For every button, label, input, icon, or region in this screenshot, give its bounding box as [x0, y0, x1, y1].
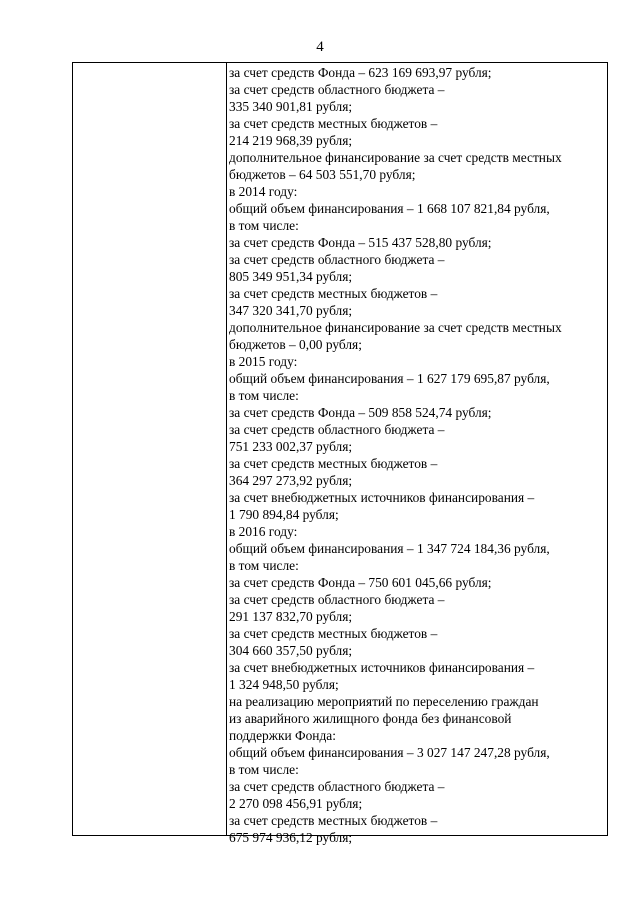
- text-line: в 2014 году:: [229, 184, 298, 199]
- text-line: общий объем финансирования – 3 027 147 247,28 рубля,: [229, 745, 550, 760]
- page-number: 4: [316, 39, 324, 55]
- table-right-cell: [227, 63, 607, 845]
- text-line: бюджетов – 64 503 551,70 рубля;: [229, 167, 416, 182]
- text-line: общий объем финансирования – 1 668 107 821,84 рубля,: [229, 201, 550, 216]
- text-line: 751 233 002,37 рубля;: [229, 439, 353, 454]
- text-line: в том числе:: [229, 762, 299, 777]
- table-left-cell: [73, 63, 227, 835]
- text-line: 335 340 901,81 рубля;: [229, 99, 353, 114]
- text-line: в том числе:: [229, 218, 299, 233]
- text-line: за счет средств местных бюджетов –: [229, 626, 438, 641]
- text-line: за счет средств областного бюджета –: [229, 592, 445, 607]
- text-line: 675 974 936,12 рубля;: [229, 830, 353, 845]
- text-line: 2 270 098 456,91 рубля;: [229, 796, 363, 811]
- text-line: за счет средств областного бюджета –: [229, 252, 445, 267]
- text-line: за счет внебюджетных источников финансирования –: [229, 660, 535, 675]
- text-line: за счет средств областного бюджета –: [229, 779, 445, 794]
- text-line: за счет средств Фонда – 750 601 045,66 рубля;: [229, 575, 492, 590]
- text-line: за счет средств Фонда – 515 437 528,80 рубля;: [229, 235, 492, 250]
- document-table: [72, 62, 608, 845]
- text-line: из аварийного жилищного фонда без финансовой: [229, 711, 512, 726]
- text-line: 364 297 273,92 рубля;: [229, 473, 353, 488]
- text-line: за счет средств областного бюджета –: [229, 82, 445, 97]
- text-line: за счет средств Фонда – 623 169 693,97 рубля;: [229, 65, 492, 80]
- text-line: в том числе:: [229, 388, 299, 403]
- text-line: поддержки Фонда:: [229, 728, 336, 743]
- text-line: за счет внебюджетных источников финансирования –: [229, 490, 535, 505]
- text-line: 214 219 968,39 рубля;: [229, 133, 353, 148]
- text-line: 1 790 894,84 рубля;: [229, 507, 339, 522]
- text-line: на реализацию мероприятий по переселению граждан: [229, 694, 539, 709]
- text-line: за счет средств Фонда – 509 858 524,74 рубля;: [229, 405, 492, 420]
- text-line: дополнительное финансирование за счет средств местных: [229, 320, 562, 335]
- text-line: 291 137 832,70 рубля;: [229, 609, 353, 624]
- text-line: общий объем финансирования – 1 627 179 695,87 рубля,: [229, 371, 550, 386]
- text-line: в 2015 году:: [229, 354, 298, 369]
- text-line: 805 349 951,34 рубля;: [229, 269, 353, 284]
- text-line: в том числе:: [229, 558, 299, 573]
- text-line: в 2016 году:: [229, 524, 298, 539]
- text-line: 1 324 948,50 рубля;: [229, 677, 339, 692]
- text-line: за счет средств местных бюджетов –: [229, 286, 438, 301]
- text-line: бюджетов – 0,00 рубля;: [229, 337, 362, 352]
- text-line: за счет средств областного бюджета –: [229, 422, 445, 437]
- text-line: за счет средств местных бюджетов –: [229, 116, 438, 131]
- text-line: дополнительное финансирование за счет средств местных: [229, 150, 562, 165]
- text-line: общий объем финансирования – 1 347 724 184,36 рубля,: [229, 541, 550, 556]
- text-line: за счет средств местных бюджетов –: [229, 456, 438, 471]
- text-line: 347 320 341,70 рубля;: [229, 303, 353, 318]
- text-line: 304 660 357,50 рубля;: [229, 643, 353, 658]
- text-line: за счет средств местных бюджетов –: [229, 813, 438, 828]
